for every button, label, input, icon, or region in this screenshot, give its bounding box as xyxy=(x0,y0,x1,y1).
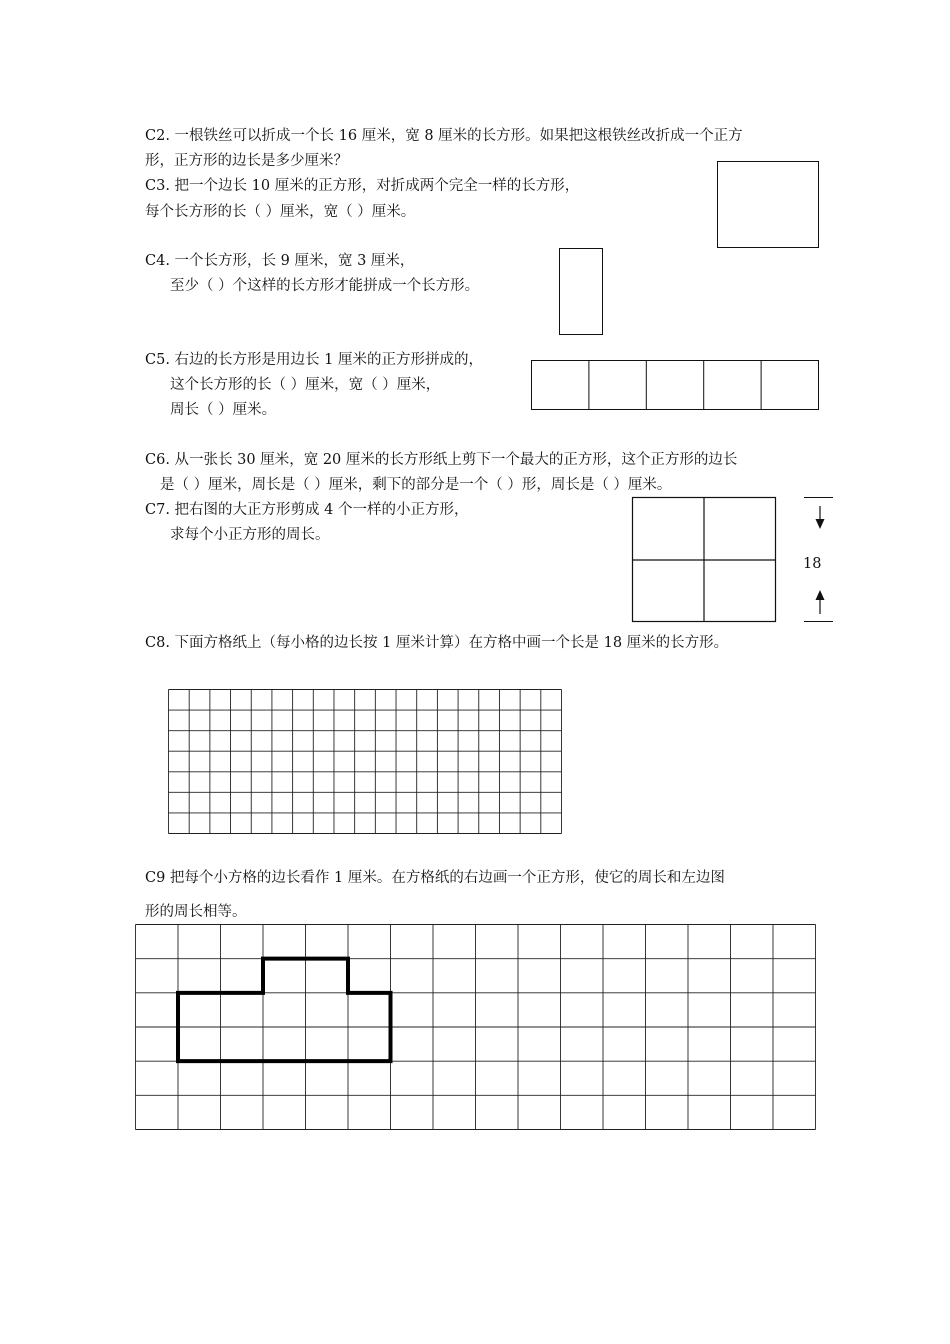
c5-line-1: C5. 右边的长方形是用边长 1 厘米的正方形拼成的， xyxy=(145,352,483,368)
c7-dimension-label: 18 xyxy=(803,556,822,572)
c4-line-2: 至少（ ）个这样的长方形才能拼成一个长方形。 xyxy=(170,278,480,294)
c3-line-2: 每个长方形的长（ ）厘米，宽（ ）厘米。 xyxy=(145,204,416,220)
c4-rectangle-figure xyxy=(559,248,603,335)
c5-line-3: 周长（ ）厘米。 xyxy=(170,402,277,418)
c9-line-2: 形的周长相等。 xyxy=(145,904,247,920)
c8-line-1: C8. 下面方格纸上（每小格的边长按 1 厘米计算）在方格中画一个长是 18 厘米的长方形。 xyxy=(145,635,729,651)
c3-line-1: C3. 把一个边长 10 厘米的正方形，对折成两个完全一样的长方形， xyxy=(145,178,580,194)
c4-line-1: C4. 一个长方形，长 9 厘米，宽 3 厘米， xyxy=(145,253,415,269)
c7-line-2: 求每个小正方形的周长。 xyxy=(170,527,330,543)
c5-line-2: 这个长方形的长（ ）厘米，宽（ ）厘米， xyxy=(170,377,441,393)
c3-square-figure xyxy=(717,161,819,248)
c7-line-1: C7. 把右图的大正方形剪成 4 个一样的小正方形， xyxy=(145,502,469,518)
c2-line-1: C2. 一根铁丝可以折成一个长 16 厘米，宽 8 厘米的长方形。如果把这根铁丝改折成一个正方 xyxy=(145,128,743,144)
c9-line-1: C9 把每个小方格的边长看作 1 厘米。在方格纸的右边画一个正方形，使它的周长和左边图 xyxy=(145,870,725,886)
c9-bold-figure-outline xyxy=(178,959,391,1061)
c6-line-2: 是（ ）厘米，周长是（ ）厘米，剩下的部分是一个（ ）形，周长是（ ）厘米。 xyxy=(160,477,672,493)
c2-line-2: 形，正方形的边长是多少厘米？ xyxy=(145,153,348,169)
c6-line-1: C6. 从一张长 30 厘米，宽 20 厘米的长方形纸上剪下一个最大的正方形，这个正方形的边长 xyxy=(145,452,738,468)
